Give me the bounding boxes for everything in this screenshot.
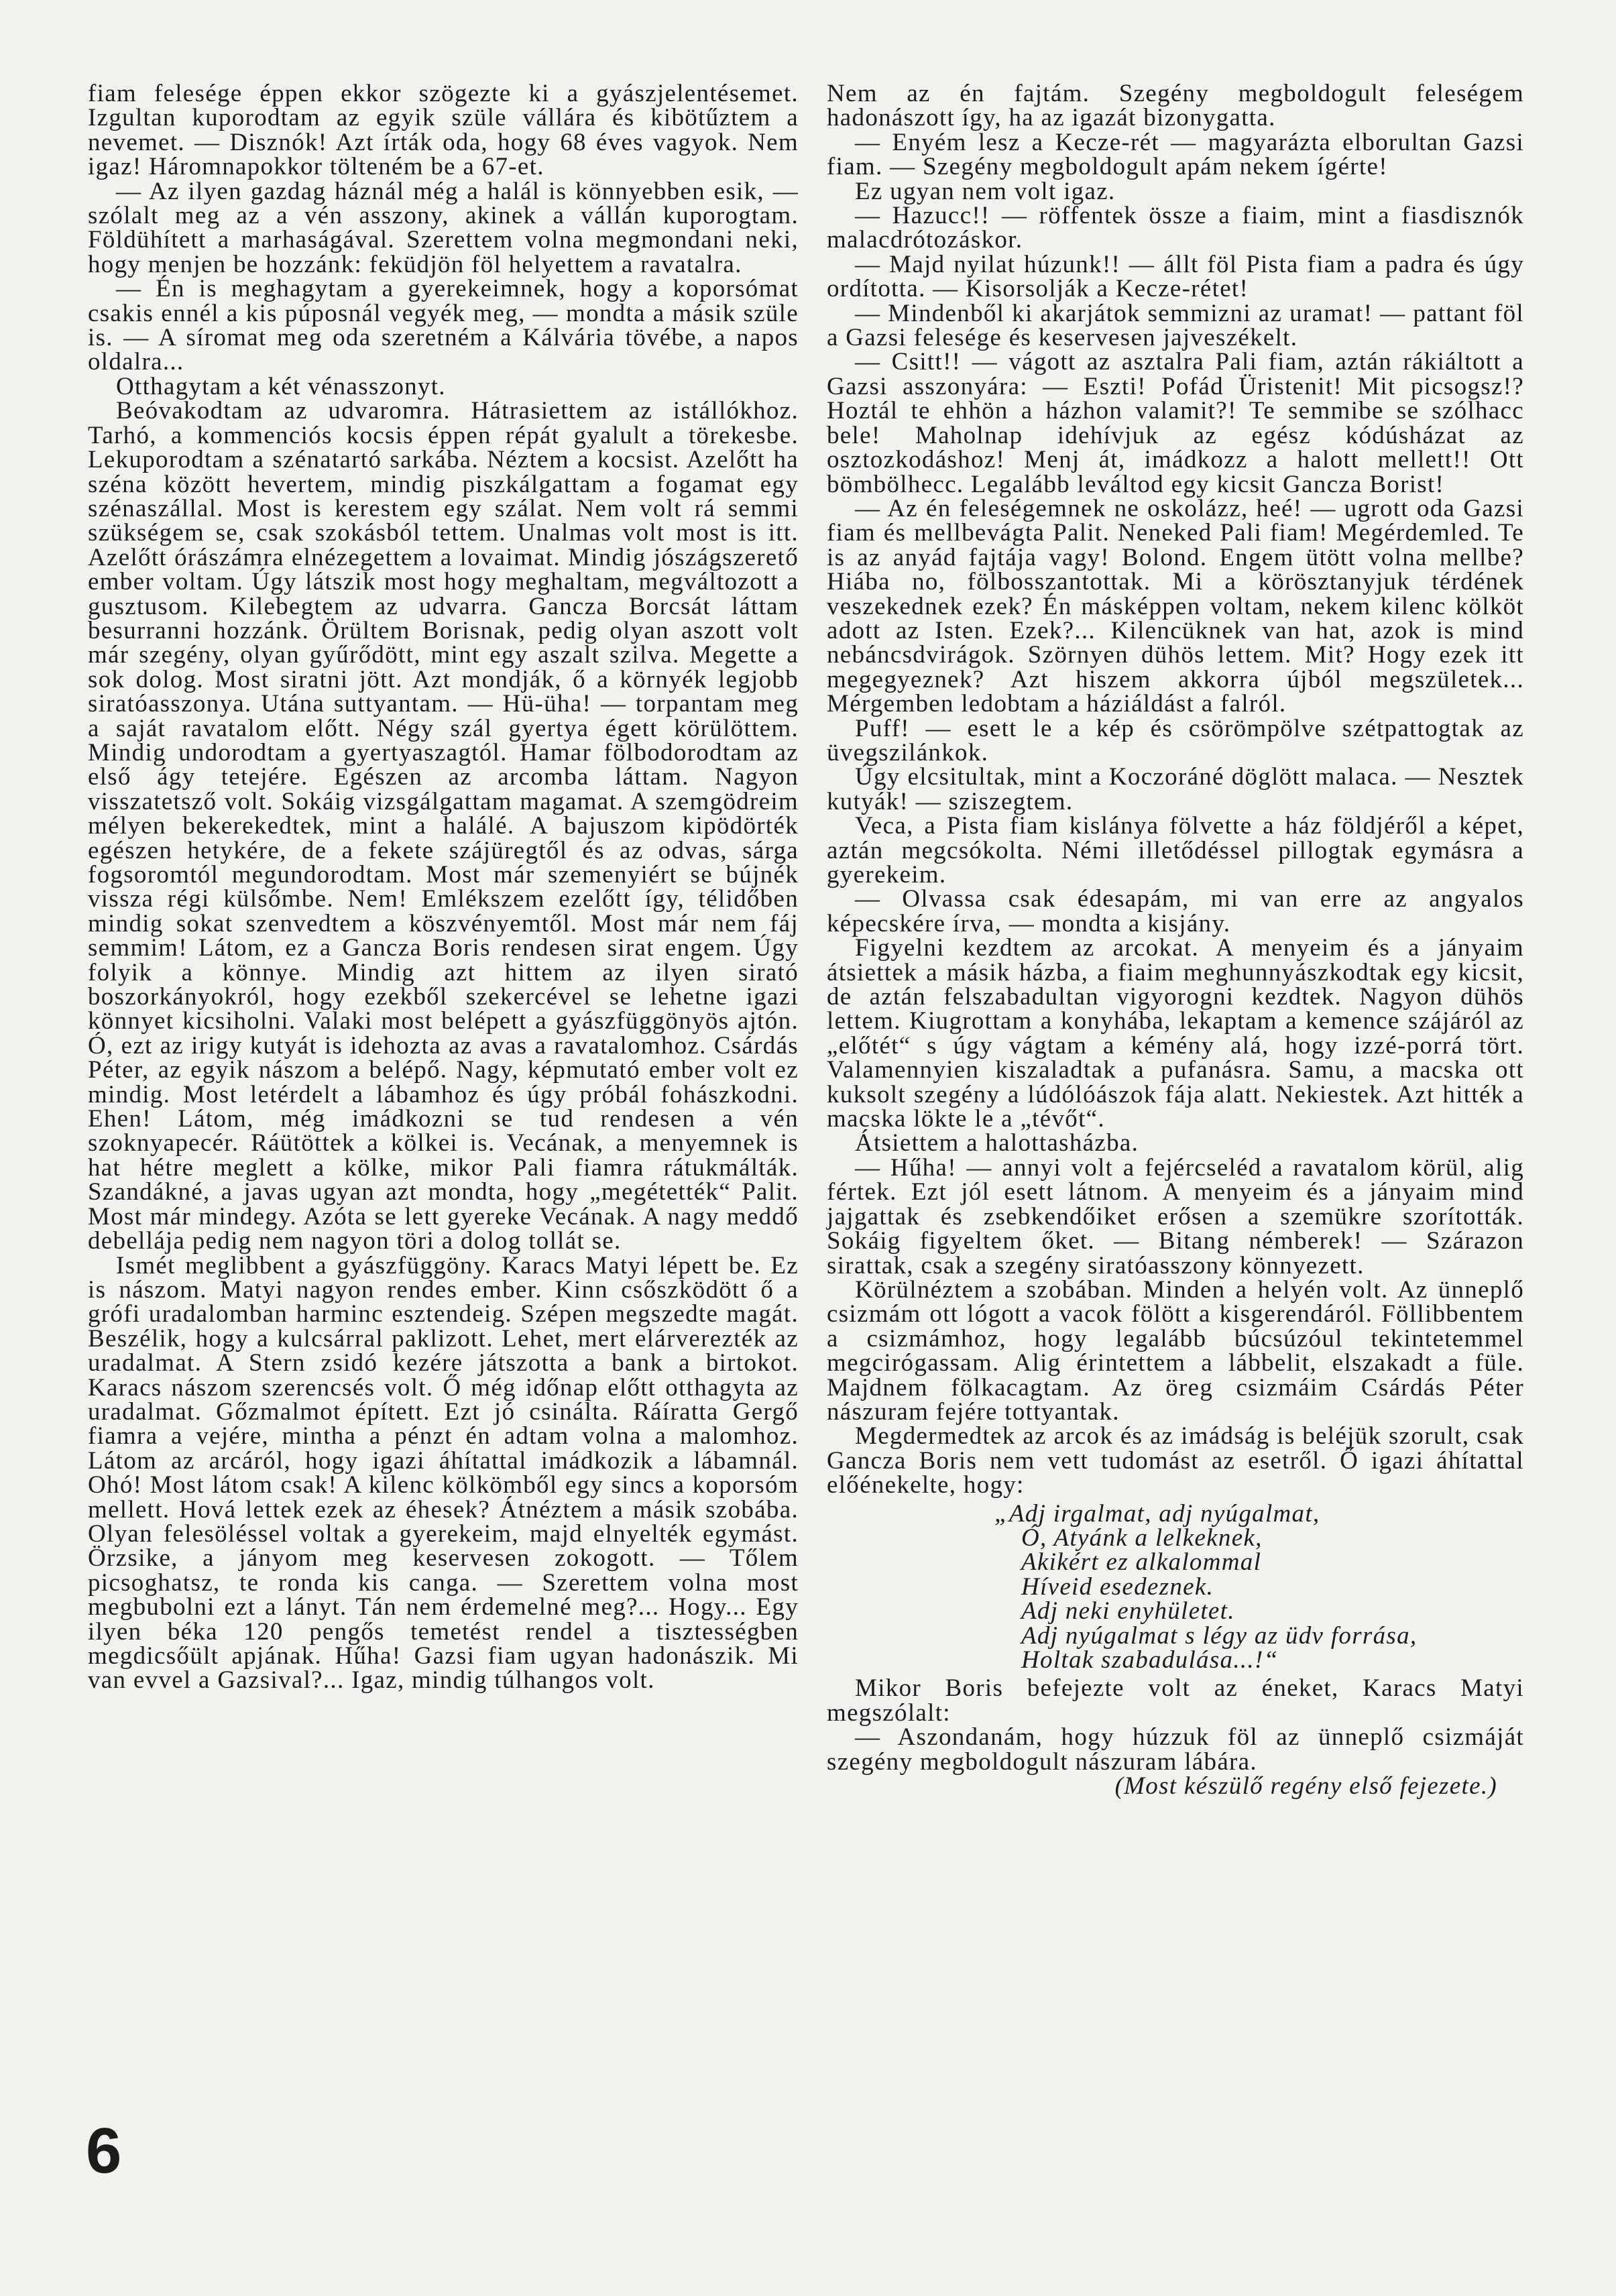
- paragraph: Puff! — esett le a kép és csörömpölve szétpattogtak az üvegszilánkok.: [827, 714, 1524, 766]
- paragraph: — Hazucc!! — röffentek össze a fiaim, mint a fiasdisznók malacdrótozáskor.: [827, 202, 1524, 254]
- paragraph: Átsiettem a halottasházba.: [855, 1129, 1139, 1157]
- left-column: [88, 82, 799, 1693]
- paragraph: Figyelni kezdtem az arcokat. A menyeim és a jányaim átsiettek a másik házba, a fiaim meghunnyászkodtak egy kicsit, de aztán felszabadultan vigyorogni kezdtek. Nagyon dühös lettem. Kiugrottam a konyhába, lekaptam a kemence szájáról az „előtét“ s úgy vágtam a kémény alá, hogy izzé-porrá tört. Valamennyien kiszaladtak a pufanásra. Samu, a macska ott kuksolt szegény a lúdólóászok fája alatt. Nekiestek. Azt hitték a macska lökte le a „tévőt“.: [827, 934, 1524, 1133]
- paragraph: Ismét meglibbent a gyászfüggöny. Karacs Matyi lépett be. Ez is nászom. Matyi nagyon rendes ember. Kinn csőszködött ő a grófi uradalomban harminc esztendeig. Szépen megszedte magát. Beszélik, hogy a kulcsárral paklizott. Lehet, mert elárverezték az uradalmat. A Stern zsidó kezére játszotta a bank a birtokot. Karacs nászom szerencsés volt. Ő még időnap előtt otthagyta az uradalmat. Gőzmalmot épített. Ezt jó csinálta. Ráíratta Gergő fiamra a vejére, mintha a pénzt én adtam volna a malomhoz. Látom az arcáról, hogy igazi áhítattal imádkozik a lábamnál. Ohó! Most látom csak! A kilenc kölkömből egy sincs a koporsóm mellett. Hová lettek ezek az éhesek? Átnéztem a másik szobába. Olyan felesöléssel voltak a gyerekeim, majd elnyelték egymást. Örzsike, a jányom meg keservesen zokogott. — Tőlem picsoghatsz, te ronda kis canga. — Szerettem volna most megbubolni ezt a lányt. Tán nem érdemelné meg?... Hogy... Egy ilyen béka 120 pengős temetést rendel a tisztességben megdicsőült apjának. Hűha! Gazsi fiam ugyan hadonászik. Mi van evvel a Gazsival?... Igaz, mindig túlhangos volt.: [88, 1251, 799, 1695]
- page-number: 6: [86, 2115, 122, 2187]
- paragraph: Veca, a Pista fiam kislánya fölvette a ház földjéről a képet, aztán megcsókolta. Némi illetődéssel pillogtak egymásra a gyerekeim.: [827, 812, 1524, 888]
- paragraph: Mikor Boris befejezte volt az éneket, Karacs Matyi megszólalt:: [827, 1674, 1524, 1727]
- right-column: [827, 82, 1524, 1798]
- paragraph: Úgy elcsitultak, mint a Koczoráné döglött malaca. — Nesztek kutyák! — sziszegtem.: [827, 763, 1524, 815]
- verse-line: Holtak szabadulása...!“: [1021, 1646, 1279, 1674]
- verse-line: Ó, Atyánk a lelkeknek,: [1021, 1524, 1263, 1552]
- paragraph: — Mindenből ki akarjátok semmizni az uramat! — pattant föl a Gazsi felesége és keservesen jajveszékelt.: [827, 299, 1524, 352]
- paragraph: — Hűha! — annyi volt a fejércseléd a ravatalom körül, alig fértek. Ezt jól esett látnom. A menyeim és a jányaim mind jajgattak és zsebkendőiket erősen a szemükre szorították. Sokáig figyeltem őket. — Bitang némberek! — Szárazon sirattak, csak a szegény siratóasszony könnyezett.: [827, 1153, 1524, 1279]
- verse-line: Akikért ez alkalommal: [1021, 1548, 1262, 1576]
- paragraph: — Az én feleségemnek ne oskolázz, heé! — ugrott oda Gazsi fiam és mellbevágta Palit. Neneked Pali fiam! Megérdemled. Te is az anyád fajtája vagy! Bolond. Engem ütött volna mellbe? Hiába no, fölbosszantottak. Mi a körösztanyjuk térdének veszekednek ezek? Én másképpen voltam, nekem kilenc kölköt adott az Isten. Ezek?... Kilencüknek van hat, azok is mind nebáncsdvirágok. Szörnyen dühös lettem. Mit? Hogy ezek itt megegyeznek? Azt hiszem akkorra újból megszületek... Mérgemben ledobtam a háziáldást a falról.: [827, 494, 1524, 718]
- paragraph: — Csitt!! — vágott az asztalra Pali fiam, aztán rákiáltott a Gazsi asszonyára: — Eszti! Pofád Üristenit! Mit picsogsz!? Hoztál te ehhön a házhon valamit?! Te semmibe se szólhacc bele! Maholnap idehívjuk az egész kódúsházat az osztozkodáshoz! Menj át, imádkozz a halott mellett!! Ott bömbölhecc. Legalább leváltod egy kicsit Gancza Borist!: [827, 348, 1524, 498]
- verse-line: „Adj irgalmat, adj nyúgalmat,: [994, 1499, 1320, 1528]
- verse-line: Híveid esedeznek.: [1021, 1572, 1214, 1601]
- verse-line: Adj neki enyhületet.: [1021, 1597, 1235, 1625]
- paragraph: Megdermedtek az arcok és az imádság is beléjük szorult, csak Gancza Boris nem vett tudomást az esetről. Ő igazi áhítattal előénekelte, hogy:: [827, 1422, 1524, 1499]
- paragraph: Körülnéztem a szobában. Minden a helyén volt. Az ünneplő csizmám ott lógott a vacok fölött a kisgerendáról. Föllibbentem a csizmámhoz, hogy legalább búcsúzóul tekintetemmel megcirógassam. Alig érintettem a lábbelit, elszakadt a füle. Majdnem fölkacagtam. Az öreg csizmáim Csárdás Péter nászuram fejére tottyantak.: [827, 1275, 1524, 1426]
- paragraph: — Olvassa csak édesapám, mi van erre az angyalos képecskére írva, — mondta a kisjány.: [827, 885, 1524, 937]
- paragraph: — Az ilyen gazdag háznál még a halál is könnyebben esik, — szólalt meg az a vén asszony, akinek a vállán kuporogtam. Földühített a marhaságával. Szerettem volna megmondani neki, hogy menjen be hozzánk: feküdjön föl helyettem a ravatalra.: [88, 177, 799, 278]
- paragraph: — Enyém lesz a Kecze-rét — magyarázta elborultan Gazsi fiam. — Szegény megboldogult apám nekem ígérte!: [827, 128, 1524, 181]
- paragraph: Ez ugyan nem volt igaz.: [855, 177, 1116, 205]
- paragraph: — Majd nyilat húzunk!! — állt föl Pista fiam a padra és úgy ordította. — Kisorsolják a Kecze-rétet!: [827, 250, 1524, 303]
- paragraph: Nem az én fajtám. Szegény megboldogult feleségem hadonászott így, ha az igazát bizonygatta.: [827, 80, 1524, 132]
- verse-line: Adj nyúgalmat s légy az üdv forrása,: [1021, 1621, 1418, 1650]
- paragraph: fiam felesége éppen ekkor szögezte ki a gyászjelentésemet. Izgultan kuporodtam az egyik szüle vállára és kibötűztem a nevemet. — Disznók! Azt írták oda, hogy 68 éves vagyok. Nem igaz! Háromnapokkor tölteném be a 67-et.: [88, 80, 799, 181]
- paragraph: — Aszondanám, hogy húzzuk föl az ünneplő csizmáját szegény megboldogult nászuram lábára.: [827, 1723, 1524, 1776]
- paragraph: — Én is meghagytam a gyerekeimnek, hogy a koporsómat csakis ennél a kis púposnál vegyék meg, — mondta a másik szüle is. — A síromat meg oda szeretném a Kálvária tövébe, a napos oldalra...: [88, 275, 799, 376]
- paragraph: Otthagytam a két vénasszonyt.: [116, 372, 446, 400]
- hymn-verse: [994, 1499, 1524, 1674]
- paragraph: Beóvakodtam az udvaromra. Hátrasiettem az istállókhoz. Tarhó, a kommenciós kocsis éppen répát gyalult a törekesbe. Lekuporodtam a szénatartó sarkába. Néztem a kocsist. Azelőtt ha széna között hevertem, mindig piszkálgattam a fogamat egy szénaszállal. Most is kerestem egy szálat. Nem volt rá semmi szükségem se, csak szokásból tettem. Unalmas volt most is itt. Azelőtt órászámra elnézegettem a lovaimat. Mindig jószágszerető ember voltam. Úgy látszik most hogy meghaltam, megváltozott a gusztusom. Kilebegtem az udvarra. Gancza Borcsát láttam besurranni hozzánk. Örültem Borisnak, pedig olyan aszott volt már szegény, olyan gyűrődött, mint egy aszalt szilva. Megette a sok dolog. Most siratni jött. Azt mondják, ő a környék legjobb siratóasszonya. Utána suttyantam. — Hü-üha! — torpantam meg a saját ravatalom előtt. Négy szál gyertya égett körülöttem. Mindig undorodtam a gyertyaszagtól. Hamar fölbodorodtam az első ágy tetejére. Egészen az arcomba láttam. Nagyon visszatetsző volt. Sokáig vizsgálgattam magamat. A szemgödreim mélyen bekerekedtek, mint a halálé. A bajuszom kipödörték egészen hetykére, de a fekete szájüregtől és az odvas, sárga fogsoromtól megundorodtam. Most már szemenyiért se bújnék vissza régi külsőmbe. Nem! Emlékszem ezelőtt így, télidőben mindig sokat szenvedtem a köszvényemtől. Most már nem fáj semmim! Látom, ez a Gancza Boris rendesen sirat engem. Úgy folyik a könnye. Mindig azt hittem az ilyen sirató boszorkányokról, hogy ezekből szekercével se lehetne igazi könnyet kicsiholni. Valaki most belépett a gyászfüggönyös ajtón. Ó, ezt az irigy kutyát is idehozta az avas a ravatalomhoz. Csárdás Péter, az egyik nászom a belépő. Nagy, képmutató ember volt ez mindig. Most letérdelt a lábamhoz és úgy próbál fohászkodni. Ehen! Látom, még imádkozni se tud rendesen a vén szoknyapecér. Ráütöttek a kölkei is. Vecának, a menyemnek is hat hétre meglett a kölke, mikor Pali fiamra rátukmálták. Szandákné, a javas ugyan azt mondta, hogy „megétették“ Palit. Most már mindegy. Azóta se lett gyereke Vecának. A nagy meddő debellája pedig nem nagyon töri a dolog tollát se.: [88, 397, 799, 1255]
- chapter-note: (Most készülő regény első fejezete.): [1114, 1772, 1497, 1800]
